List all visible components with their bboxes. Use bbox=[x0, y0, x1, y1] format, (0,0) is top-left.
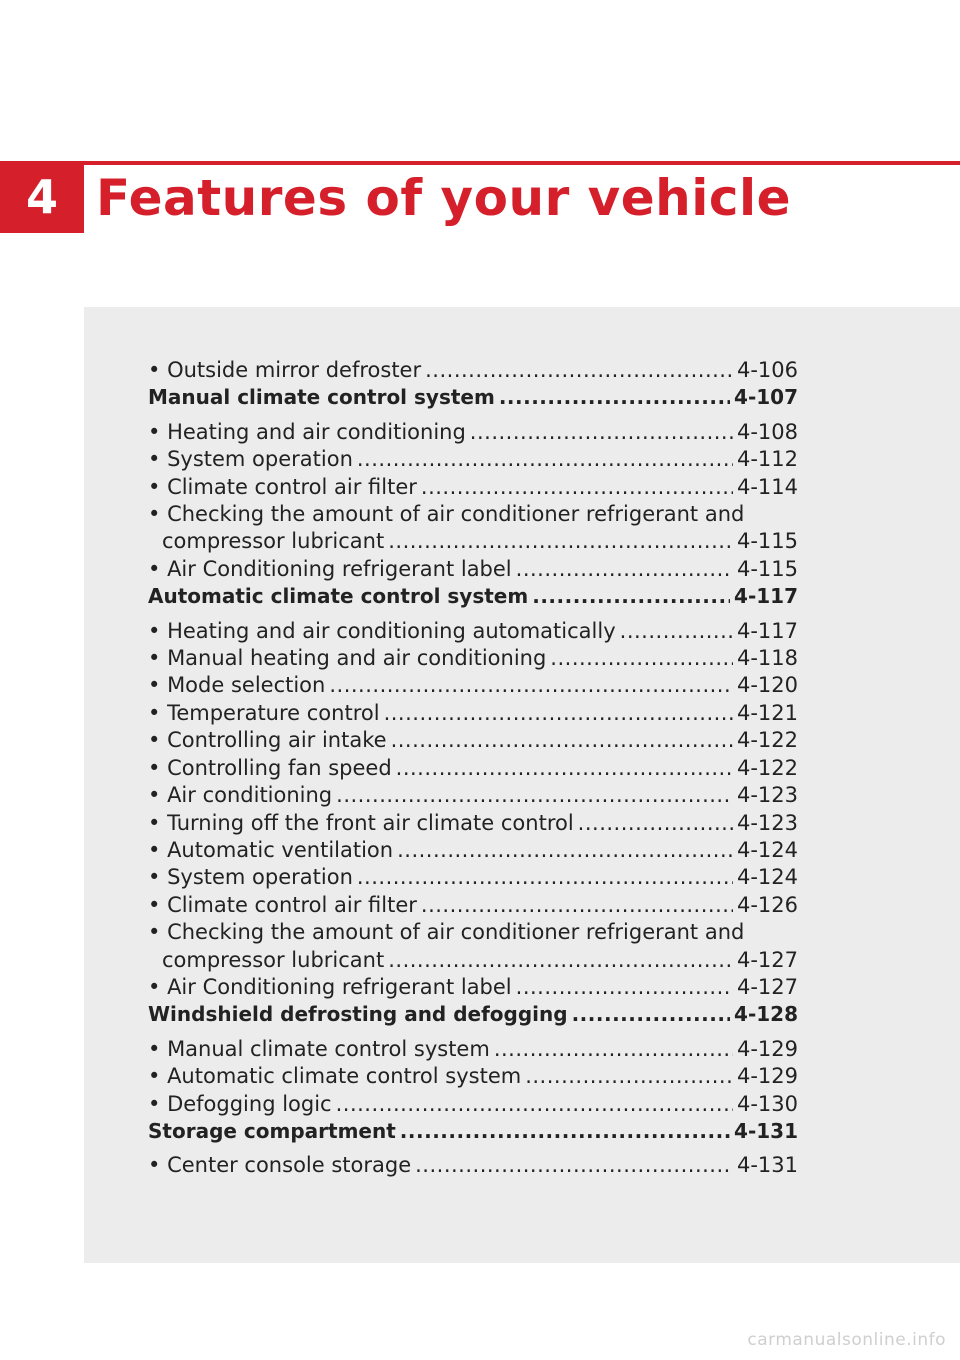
toc-leader-dots bbox=[578, 810, 733, 837]
toc-entry-title: • System operation bbox=[148, 864, 353, 891]
toc-leader-dots bbox=[525, 1063, 733, 1090]
toc-entry-title: • Manual climate control system bbox=[148, 1036, 490, 1063]
toc-leader-dots bbox=[336, 782, 733, 809]
toc-page-number: 4-127 bbox=[736, 947, 798, 972]
toc-leader-dots bbox=[494, 1036, 733, 1063]
toc-entry[interactable] bbox=[148, 1152, 798, 1179]
toc-page-number: 4-131 bbox=[736, 1153, 798, 1178]
toc-page-number: 4-129 bbox=[736, 1064, 798, 1089]
toc-leader-dots bbox=[532, 583, 730, 610]
toc-leader-dots bbox=[357, 864, 733, 891]
toc-leader-dots bbox=[391, 727, 733, 754]
toc-entry[interactable] bbox=[148, 1036, 798, 1063]
toc-page-number: 4-126 bbox=[736, 892, 798, 917]
toc-entry[interactable] bbox=[148, 700, 798, 727]
toc-entry-title: • Checking the amount of air conditioner refrigerant and bbox=[148, 501, 744, 528]
toc-page-number: 4-106 bbox=[736, 358, 798, 382]
toc-entry[interactable] bbox=[148, 556, 798, 583]
toc-entry[interactable] bbox=[148, 446, 798, 473]
toc-entry[interactable] bbox=[148, 864, 798, 891]
toc-entry[interactable] bbox=[148, 782, 798, 809]
toc-leader-dots bbox=[499, 384, 730, 411]
toc-leader-dots bbox=[550, 645, 733, 672]
toc-entry-title: • Climate control air filter bbox=[148, 892, 417, 919]
toc-entry-title: • Automatic climate control system bbox=[148, 1063, 521, 1090]
toc-leader-dots bbox=[396, 755, 733, 782]
toc-leader-dots bbox=[384, 700, 733, 727]
toc-entry-title: • Defogging logic bbox=[148, 1091, 332, 1118]
toc-entry-title: • Heating and air conditioning bbox=[148, 419, 466, 446]
toc-entry-continuation[interactable] bbox=[148, 528, 798, 555]
toc-page-number: 4-108 bbox=[736, 419, 798, 444]
toc-page-number: 4-112 bbox=[736, 447, 798, 472]
toc-list bbox=[148, 357, 798, 1180]
toc-entry[interactable] bbox=[148, 419, 798, 446]
toc-entry-title: • Air Conditioning refrigerant label bbox=[148, 974, 512, 1001]
toc-page-number: 4-127 bbox=[736, 974, 798, 999]
toc-entry[interactable] bbox=[148, 1091, 798, 1118]
toc-section-title: Storage compartment bbox=[148, 1118, 396, 1143]
toc-entry-continuation[interactable] bbox=[148, 947, 798, 974]
toc-leader-dots bbox=[421, 892, 733, 919]
toc-entry[interactable] bbox=[148, 892, 798, 919]
toc-leader-dots bbox=[357, 446, 733, 473]
chapter-number: 4 bbox=[25, 170, 58, 224]
toc-leader-dots bbox=[572, 1001, 730, 1028]
toc-page-number: 4-120 bbox=[736, 673, 798, 698]
toc-entry-title-continued: compressor lubricant bbox=[162, 947, 385, 972]
toc-entry[interactable] bbox=[148, 501, 798, 528]
toc-section-title: Automatic climate control system bbox=[148, 584, 529, 609]
toc-entry-title: • Temperature control bbox=[148, 700, 380, 727]
toc-page-number: 4-123 bbox=[736, 810, 798, 835]
toc-entry-title: • Manual heating and air conditioning bbox=[148, 645, 546, 672]
toc-entry[interactable] bbox=[148, 755, 798, 782]
toc-entry-title: • Air Conditioning refrigerant label bbox=[148, 556, 512, 583]
toc-entry-title: • Automatic ventilation bbox=[148, 837, 393, 864]
toc-entry-title: • Controlling air intake bbox=[148, 727, 387, 754]
toc-entry[interactable] bbox=[148, 1063, 798, 1090]
toc-entry-title: • Checking the amount of air conditioner refrigerant and bbox=[148, 919, 744, 946]
toc-entry-title: • Controlling fan speed bbox=[148, 755, 392, 782]
toc-leader-dots bbox=[336, 1091, 733, 1118]
toc-entry-title: • Outside mirror defroster bbox=[148, 357, 421, 384]
toc-leader-dots bbox=[516, 974, 733, 1001]
toc-section-title: Windshield defrosting and defogging bbox=[148, 1002, 568, 1027]
toc-page-number: 4-115 bbox=[736, 556, 798, 581]
toc-entry[interactable] bbox=[148, 357, 798, 384]
toc-leader-dots bbox=[397, 837, 733, 864]
toc-page-number: 4-128 bbox=[734, 1002, 798, 1027]
toc-section-entry[interactable] bbox=[148, 1001, 798, 1028]
toc-section-entry[interactable] bbox=[148, 1118, 798, 1145]
toc-section-entry[interactable] bbox=[148, 583, 798, 610]
toc-entry-title: • Center console storage bbox=[148, 1152, 411, 1179]
toc-entry-title: • Climate control air filter bbox=[148, 474, 417, 501]
toc-page-number: 4-130 bbox=[736, 1091, 798, 1116]
toc-leader-dots bbox=[620, 618, 733, 645]
toc-page-number: 4-117 bbox=[736, 618, 798, 643]
toc-leader-dots bbox=[400, 1118, 730, 1145]
toc-page-number: 4-131 bbox=[734, 1118, 798, 1143]
toc-entry[interactable] bbox=[148, 837, 798, 864]
toc-page-number: 4-122 bbox=[736, 728, 798, 753]
toc-entry[interactable] bbox=[148, 474, 798, 501]
toc-entry-title: • Mode selection bbox=[148, 672, 325, 699]
toc-page-number: 4-121 bbox=[736, 700, 798, 725]
toc-page-number: 4-122 bbox=[736, 755, 798, 780]
toc-page-number: 4-117 bbox=[734, 584, 798, 609]
toc-page-number: 4-118 bbox=[736, 646, 798, 671]
watermark: carmanualsonline.info bbox=[747, 1330, 946, 1350]
toc-entry-title-continued: compressor lubricant bbox=[162, 529, 385, 554]
toc-leader-dots bbox=[421, 474, 733, 501]
toc-page-number: 4-124 bbox=[736, 837, 798, 862]
toc-leader-dots bbox=[415, 1152, 733, 1179]
toc-entry[interactable] bbox=[148, 727, 798, 754]
toc-page-number: 4-124 bbox=[736, 865, 798, 890]
toc-page-number: 4-114 bbox=[736, 474, 798, 499]
chapter-number-badge bbox=[0, 161, 84, 233]
toc-leader-dots bbox=[425, 357, 733, 384]
header-rule bbox=[84, 161, 960, 165]
toc-entry-title: • System operation bbox=[148, 446, 353, 473]
toc-entry[interactable] bbox=[148, 672, 798, 699]
toc-entry-title: • Air conditioning bbox=[148, 782, 332, 809]
chapter-title: Features of your vehicle bbox=[96, 169, 792, 227]
toc-entry[interactable] bbox=[148, 645, 798, 672]
toc-page-number: 4-129 bbox=[736, 1036, 798, 1061]
toc-section-entry[interactable] bbox=[148, 384, 798, 411]
toc-section-title: Manual climate control system bbox=[148, 385, 495, 410]
toc-entry-title: • Turning off the front air climate control bbox=[148, 810, 574, 837]
toc-entry[interactable] bbox=[148, 974, 798, 1001]
toc-leader-dots bbox=[388, 947, 733, 974]
toc-entry[interactable] bbox=[148, 810, 798, 837]
toc-entry[interactable] bbox=[148, 919, 798, 946]
toc-page-number: 4-115 bbox=[736, 529, 798, 554]
toc-leader-dots bbox=[388, 528, 733, 555]
toc-entry[interactable] bbox=[148, 618, 798, 645]
toc-leader-dots bbox=[470, 419, 733, 446]
toc-page-number: 4-107 bbox=[734, 385, 798, 410]
toc-leader-dots bbox=[329, 672, 733, 699]
toc-entry-title: • Heating and air conditioning automatically bbox=[148, 618, 616, 645]
toc-leader-dots bbox=[516, 556, 733, 583]
toc-page-number: 4-123 bbox=[736, 783, 798, 808]
